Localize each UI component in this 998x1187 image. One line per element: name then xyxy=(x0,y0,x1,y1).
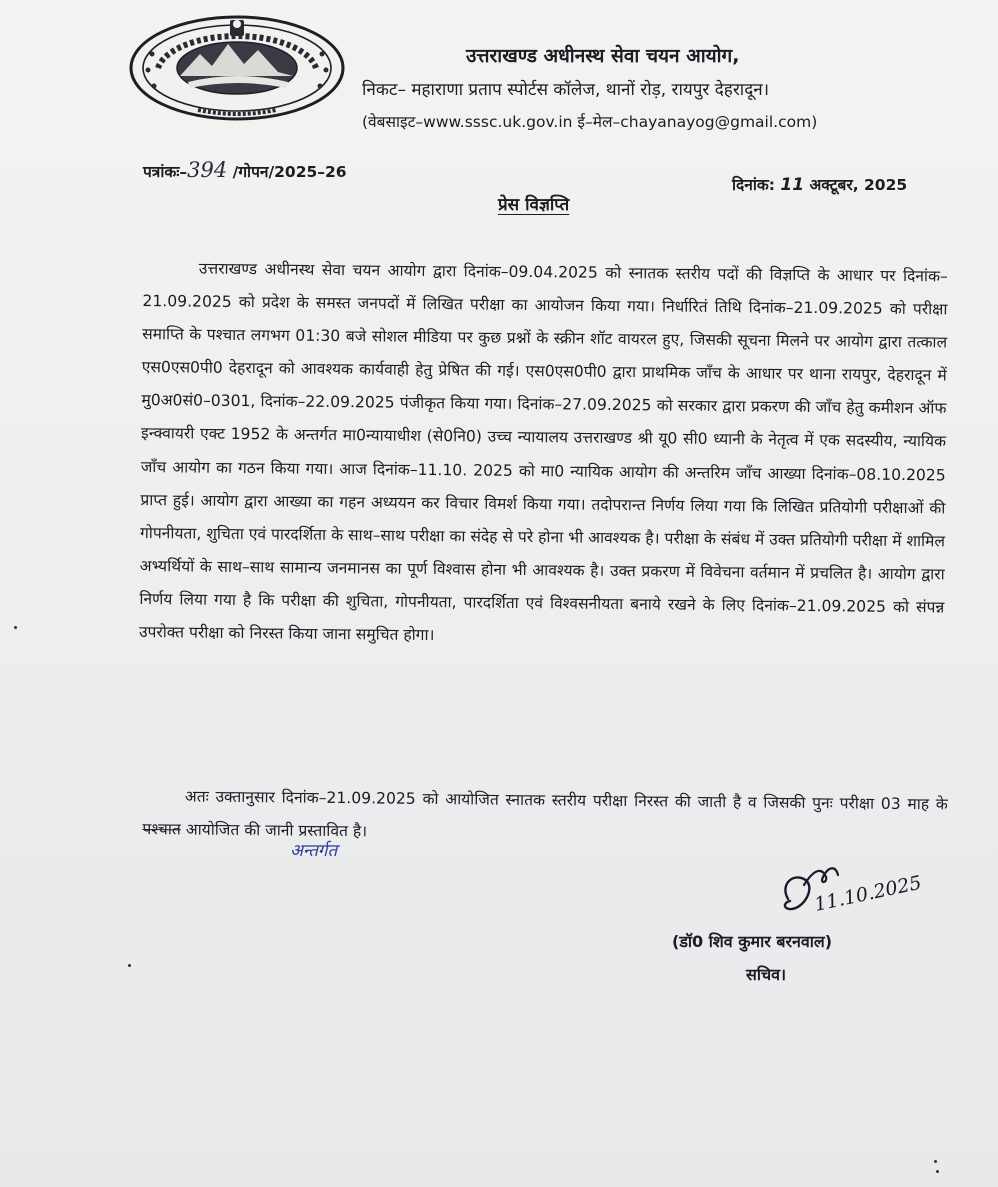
struck-out-word: पश्चात xyxy=(142,820,181,839)
letter-date xyxy=(732,173,907,195)
paper-speck xyxy=(14,626,17,629)
body-paragraph-2 xyxy=(142,780,948,855)
date-prefix: दिनांक: xyxy=(732,176,781,194)
reference-number xyxy=(143,158,347,182)
paper-speck xyxy=(936,1170,939,1173)
paragraph-2-text-start: अतः उक्तानुसार दिनांक–21.09.2025 को आयोजित स्नातक स्तरीय परीक्षा निरस्त की जाती है व जिसकी पुनः परीक्षा 03 माह के xyxy=(184,787,948,814)
reference-handwritten-number: 394 xyxy=(187,158,228,182)
signature-date-text: 11.10.2025 xyxy=(812,871,924,916)
paper-speck xyxy=(934,1160,937,1163)
date-handwritten-day: 11 xyxy=(780,175,805,195)
org-address: निकट– महाराणा प्रताप स्पोर्टस कॉलेज, थानों रोड़, रायपुर देहरादून। xyxy=(362,80,770,100)
reference-prefix: पत्रांकः– xyxy=(143,163,188,181)
signatory-name: (डॉ0 शिव कुमार बरनवाल) xyxy=(672,932,833,951)
handwritten-signature xyxy=(770,855,970,935)
date-rest: अक्टूबर, 2025 xyxy=(804,176,908,194)
commission-seal-logo xyxy=(128,14,346,122)
signatory-designation: सचिव। xyxy=(746,965,787,984)
press-release-title: प्रेस विज्ञप्ति xyxy=(498,195,570,215)
handwritten-correction: अन्तर्गत xyxy=(290,841,338,861)
body-paragraph-1: उत्तराखण्ड अधीनस्थ सेवा चयन आयोग द्वारा दिनांक–09.04.2025 को स्नातक स्तरीय पदों की विज्ञप्ति के आधार पर दिनांक–21.09.2025 को प्रदेश के समस्त जनपदों में लिखित परीक्षा का आयोजन किया गया। निर्धारितं तिथि दिनांक–21.09.2025 को परीक्षा समाप्ति के पश्चात लगभग 01:30 बजे सोशल मीडिया पर कुछ प्रश्नों के स्क्रीन शॉट वायरल हुए, जिसकी सूचना मिलने पर आयोग द्वारा तत्काल एस0एस0पी0 देहरादून को आवश्यक कार्यवाही हेतु प्रेषित की गई। एस0एस0पी0 द्वारा प्राथमिक जाँच के आधार पर थाना रायपुर, देहरादून में मु0अ0सं0–0301, दिनांक–22.09.2025 पंजीकृत किया गया। दिनांक–27.09.2025 को सरकार द्वारा प्रकरण की जाँच हेतु कमीशन ऑफ इन्क्वायरी एक्ट 1952 के अन्तर्गत मा0न्यायाधीश (से0नि0) उच्च न्यायालय उत्तराखण्ड श्री यू0 सी0 ध्यानी के नेतृत्व में एक सदस्यीय, न्यायिक जाँच आयोग का गठन किया गया। आज दिनांक–11.10. 2025 को मा0 न्यायिक आयोग की अन्तरिम जाँच आख्या दिनांक–08.10.2025 प्राप्त हुई। आयोग द्वारा आख्या का गहन अध्ययन कर विचार विमर्श किया गया। तदोपरान्त निर्णय लिया गया कि लिखित प्रतियोगी परीक्षाओं की गोपनीयता, शुचिता एवं पारदर्शिता के साथ–साथ परीक्षा का संदेह से परे होना भी आवश्यक है। परीक्षा के संबंध में उक्त प्रतियोगी परीक्षा में शामिल अभ्यर्थियों के साथ–साथ सामान्य जनमानस का पूर्ण विश्वास होना भी आवश्यक है। उक्त प्रकरण में विवेचना वर्तमान में प्रचलित है। आयोग द्वारा निर्णय लिया गया है कि परीक्षा की शुचिता, गोपनीयता, पारदर्शिता एवं विश्वसनीयता बनाये रखने के लिए दिनांक–21.09.2025 को संपन्न उपरोक्त परीक्षा को निरस्त किया जाना समुचित होगा। xyxy=(138,259,948,645)
paragraph-2-text-end: आयोजित की जानी प्रस्तावित है। xyxy=(180,820,368,841)
org-name-heading: उत्तराखण्ड अधीनस्थ सेवा चयन आयोग, xyxy=(466,45,740,67)
org-contact: (वेबसाइट–www.sssc.uk.gov.in ई–मेल–chayanayog@gmail.com) xyxy=(362,113,818,131)
paper-speck xyxy=(128,964,131,967)
reference-suffix: /गोपन/2025–26 xyxy=(227,163,347,181)
